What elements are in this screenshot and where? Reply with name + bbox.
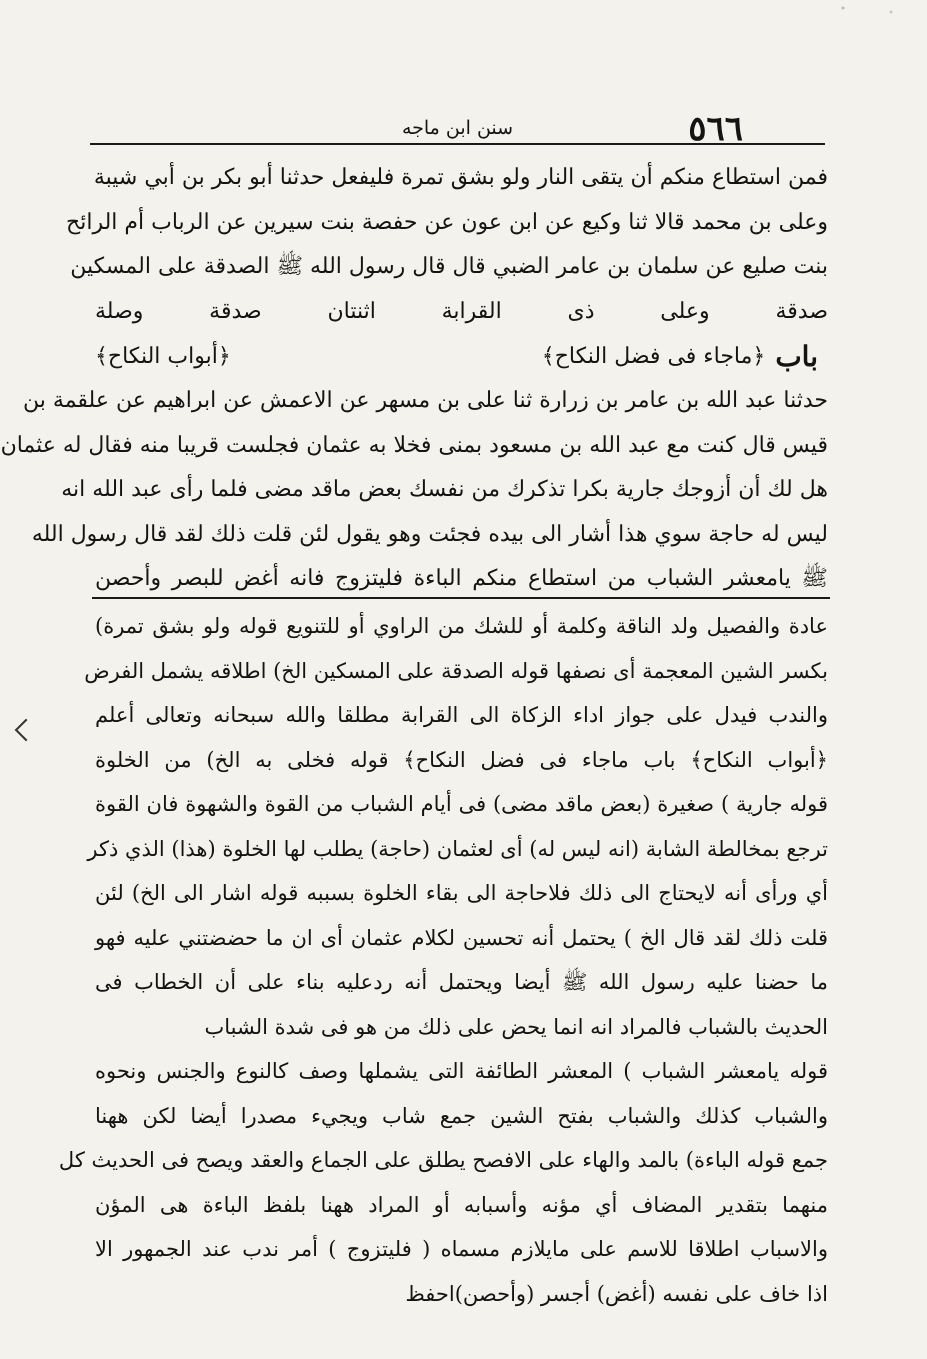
footnote-line: والندب فيدل على جواز اداء الزكاة الى القرابة مطلقا والله سبحانه وتعالى أعلم — [95, 703, 828, 727]
text-footnote-divider — [92, 597, 830, 599]
hadith-line: ليس له حاجة سوي هذا أشار الى بيده فجئت وهو يقول لئن قلت ذلك لقد قال رسول الله — [31, 521, 828, 547]
footnote-line: ترجع بمخالطة الشابة (انه ليس له) أى لعثمان (حاجة) يطلب لها الخلوة (هذا) الذي ذكر — [87, 836, 828, 861]
running-title: سنن ابن ماجه — [401, 117, 514, 139]
hadith-line: حدثنا عبد الله بن عامر بن زرارة ثنا على بن مسهر عن الاعمش عن ابراهيم عن علقمة بن — [23, 388, 828, 413]
margin-mark — [15, 719, 38, 742]
main-line: صدقة وعلى ذى القرابة اثنتان صدقة وصلة — [95, 298, 828, 324]
hadith-text — [0, 379, 828, 602]
chapter-title-group — [542, 340, 828, 373]
footnote-line: عادة والفصيل ولد الناقة وكلمة أو للشك من الراوي أو للتنويع قوله ولو بشق تمرة) — [95, 614, 828, 638]
footnote-line: قوله يامعشر الشباب ) المعشر الطائفة التى يشملها وصف كالنوع والجنس ونحوه — [95, 1059, 828, 1083]
chapter-title: ﴿ماجاء فى فضل النكاح﴾ — [541, 343, 766, 369]
footnote-line: والشباب كذلك والشباب بفتح الشين جمع شاب ويجيء مصدرا أيضا لكن ههنا — [95, 1103, 828, 1128]
footnote-line: منهما بتقدير المضاف أي مؤنه وأسبابه أو المراد ههنا بلفظ الباءة هى المؤن — [95, 1192, 828, 1217]
page-number: ٥٦٦ — [688, 109, 743, 149]
bab-label: باب — [775, 339, 818, 373]
footnote-line: اذا خاف على نفسه (أغض) أجسر (وأحصن)احفظ — [405, 1281, 828, 1306]
main-line: بنت صليع عن سلمان بن عامر الضبي قال قال رسول الله ﷺ الصدقة على المسكين — [70, 254, 828, 279]
footnote-line: والاسباب اطلاقا للاسم على مايلازم مسماه ( فليتزوج ) أمر ندب عند الجمهور الا — [95, 1237, 828, 1261]
footnote-line: بكسر الشين المعجمة أى نصفها قوله الصدقة على المسكين الخ) اطلاقه يشمل الفرض — [84, 658, 828, 683]
footnote-line: ما حضنا عليه رسول الله ﷺ أيضا ويحتمل أنه ردعليه بناء على أن الخطاب فى — [95, 970, 828, 994]
main-line: وعلى بن محمد قالا ثنا وكيع عن ابن عون عن حفصة بنت سيرين عن الرباب أم الرائح — [66, 209, 828, 235]
main-line: فمن استطاع منكم أن يتقى النار ولو بشق تمرة فليفعل حدثنا أبو بكر بن أبي شيبة — [93, 165, 828, 190]
footnote-line: أي ورأى أنه لايحتاج الى ذلك فلاحاجة الى بقاء الخلوة بسببه قوله اشار الى الخ) لئن — [95, 881, 828, 905]
paper-speck — [807, 0, 927, 20]
main-text-top — [66, 156, 828, 334]
footnotes — [58, 604, 828, 1316]
footnote-line: ﴿أبواب النكاح﴾ باب ماجاء فى فضل النكاح﴾ قوله فخلى به الخ) من الخلوة — [95, 747, 828, 772]
footnote-line: قوله جارية ) صغيرة (بعض ماقد مضى) فى أيام الشباب من القوة والشهوة فان القوة — [95, 792, 828, 816]
footnote-line: قلت ذلك لقد قال الخ ) يحتمل أنه تحسين لكلام عثمان أى ان ما حضضتني عليه فهو — [95, 925, 828, 950]
page-header — [90, 103, 825, 149]
footnote-line: جمع قوله الباءة) بالمد والهاء على الافصح يطلق على الجماع والعقد ويصح فى الحديث كل — [58, 1148, 828, 1172]
footnote-line: الحديث بالشباب فالمراد انه انما يحض على ذلك من هو فى شدة الشباب — [204, 1014, 828, 1039]
hadith-line: قيس قال كنت مع عبد الله بن مسعود بمنى فخلا به عثمان فجلست قريبا منه فقال له عثمان — [0, 432, 828, 458]
hadith-line: هل لك أن أزوجك جارية بكرا تذكرك من نفسك بعض ماقد مضى فلما رأى عبد الله انه — [61, 477, 828, 502]
book-title: ﴿أبواب النكاح﴾ — [95, 343, 231, 369]
section-heading — [95, 334, 828, 378]
hadith-line: ﷺ يامعشر الشباب من استطاع منكم الباءة فليتزوج فانه أغض للبصر وأحصن — [95, 566, 828, 591]
